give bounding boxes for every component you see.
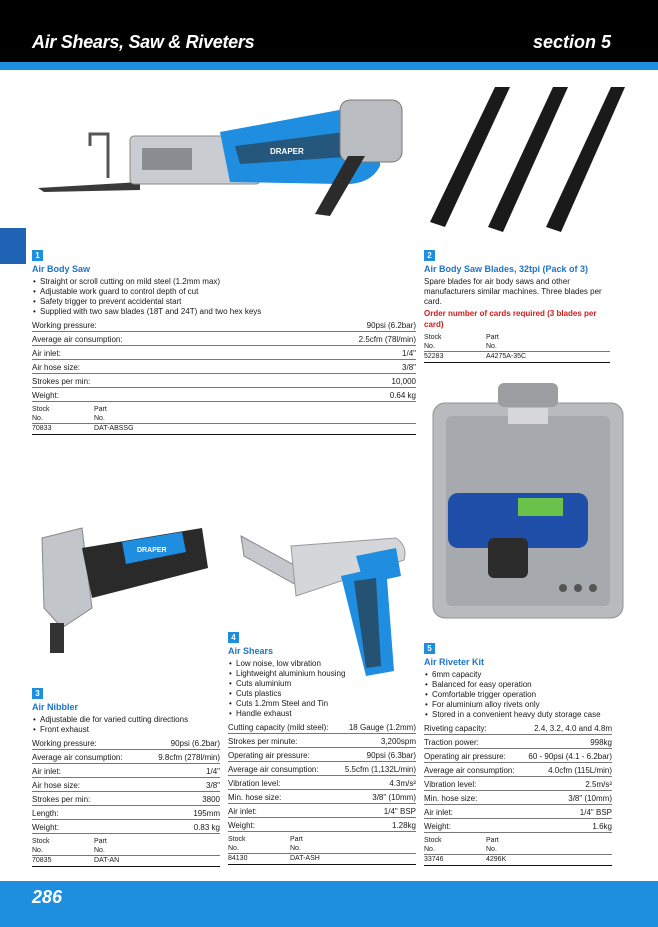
feature-item: • Safety trigger to prevent accidental start (32, 297, 416, 307)
spec-label: Average air consumption: (32, 335, 123, 344)
spec-row (228, 749, 416, 762)
spec-row (32, 375, 416, 388)
spec-row (424, 778, 612, 791)
spec-label: Strokes per min: (32, 377, 91, 386)
spec-row (228, 791, 416, 804)
stock-header: Stock (32, 838, 50, 845)
spec-label: Strokes per min: (32, 795, 91, 804)
spec-label: Operating air pressure: (424, 752, 506, 761)
product-air-riveter-kit (424, 643, 612, 866)
stock-table (32, 837, 220, 867)
part-no-header: No. (486, 846, 497, 853)
product-air-body-saw (32, 250, 416, 435)
feature-item: • Adjustable work guard to control depth of cut (32, 287, 416, 297)
part-header: Part (94, 838, 107, 845)
feature-list (228, 659, 416, 719)
feature-item: • Balanced for easy operation (424, 680, 612, 690)
spec-value: 1/4" (402, 349, 416, 358)
spec-label: Length: (32, 809, 59, 818)
spec-label: Air inlet: (228, 807, 257, 816)
spec-value: 0.64 kg (389, 391, 416, 400)
spec-row (32, 807, 220, 820)
stock-header: Stock (424, 334, 442, 341)
air-body-saw-image (30, 86, 415, 236)
spec-label: Min. hose size: (424, 794, 478, 803)
spec-row (424, 750, 612, 763)
product-air-nibbler (32, 688, 220, 867)
feature-item: • Low noise, low vibration (228, 659, 416, 669)
part-number: DAT-ASH (290, 853, 416, 864)
spec-value: 2.5m/s² (585, 780, 612, 789)
part-number: DAT-AN (94, 855, 220, 866)
part-no-header: No. (486, 343, 497, 350)
feature-list (32, 277, 416, 317)
spec-label: Working pressure: (32, 321, 97, 330)
spec-value: 18 Gauge (1.2mm) (348, 723, 416, 732)
spec-row (228, 805, 416, 818)
product-saw-blades (424, 250, 610, 363)
spec-value: 1.6kg (592, 822, 612, 831)
spec-row (424, 820, 612, 833)
stock-table (424, 333, 610, 363)
stock-no-header: No. (424, 846, 435, 853)
stock-number: 33746 (424, 854, 486, 865)
stock-number: 84130 (228, 853, 290, 864)
product-title: Air Riveter Kit (424, 657, 485, 667)
stock-no-header: No. (228, 845, 239, 852)
stock-no-header: No. (32, 415, 43, 422)
feature-item: • Straight or scroll cutting on mild steel (1.2mm max) (32, 277, 416, 287)
spec-label: Weight: (32, 391, 59, 400)
spec-value: 1.28kg (391, 821, 416, 830)
spec-row (32, 389, 416, 402)
spec-row (424, 764, 612, 777)
spec-row (228, 763, 416, 776)
feature-list (32, 715, 220, 735)
feature-item: • Adjustable die for varied cutting directions (32, 715, 220, 725)
header-stripe (0, 62, 658, 70)
spec-value: 10,000 (391, 377, 416, 386)
spec-label: Weight: (424, 822, 451, 831)
feature-item: • Handle exhaust (228, 709, 416, 719)
feature-item: • Cuts plastics (228, 689, 416, 699)
spec-value: 3/8" (10mm) (372, 793, 416, 802)
spec-value: 3,200spm (380, 737, 416, 746)
spec-value: 3/8" (402, 363, 416, 372)
spec-row (228, 819, 416, 832)
feature-item: • Cuts aluminium (228, 679, 416, 689)
product-number-badge: 2 (424, 250, 435, 261)
feature-item: • For aluminium alloy rivets only (424, 700, 612, 710)
stock-no-header: No. (32, 847, 43, 854)
page-number: 286 (32, 887, 63, 907)
stock-number: 52283 (424, 351, 486, 362)
product-description: Spare blades for air body saws and other manufacturers similar machines. Three blades per card. (424, 277, 602, 306)
saw-blades-image (425, 82, 625, 237)
spec-row (32, 347, 416, 360)
stock-table (424, 836, 612, 866)
spec-label: Traction power: (424, 738, 479, 747)
part-number: DAT-ABSSG (94, 423, 416, 434)
spec-row (228, 721, 416, 734)
spec-label: Air inlet: (424, 808, 453, 817)
spec-value: 2.5cfm (78l/min) (358, 335, 416, 344)
spec-value: 0.83 kg (193, 823, 220, 832)
product-title: Air Shears (228, 646, 274, 656)
spec-row (424, 806, 612, 819)
spec-label: Average air consumption: (32, 753, 123, 762)
spec-value: 9.8cfm (278l/min) (158, 753, 220, 762)
spec-label: Working pressure: (32, 739, 97, 748)
spec-value: 2.4, 3.2, 4.0 and 4.8m (534, 724, 612, 733)
feature-item: • 6mm capacity (424, 670, 612, 680)
spec-label: Riveting capacity: (424, 724, 487, 733)
spec-label: Air hose size: (32, 781, 81, 790)
feature-item: • Supplied with two saw blades (18T and 24T) and two hex keys (32, 307, 416, 317)
spec-label: Air hose size: (32, 363, 81, 372)
product-number-badge: 4 (228, 632, 239, 643)
order-notice: Order number of cards required (3 blades per card) (424, 309, 597, 329)
spec-label: Vibration level: (228, 779, 281, 788)
part-no-header: No. (94, 415, 105, 422)
air-nibbler-image (32, 518, 210, 668)
spec-value: 195mm (193, 809, 220, 818)
spec-row (32, 333, 416, 346)
spec-label: Min. hose size: (228, 793, 282, 802)
spec-row (228, 735, 416, 748)
saw-brand-label: DRAPER (270, 147, 304, 156)
product-title: Air Body Saw (32, 264, 91, 274)
product-title: Air Nibbler (32, 702, 79, 712)
spec-label: Strokes per minute: (228, 737, 298, 746)
spec-row (424, 736, 612, 749)
spec-value: 1/4" (206, 767, 220, 776)
spec-row (424, 792, 612, 805)
spec-label: Operating air pressure: (228, 751, 310, 760)
spec-value: 90psi (6.2bar) (366, 321, 416, 330)
spec-label: Cutting capacity (mild steel): (228, 723, 329, 732)
part-header: Part (486, 334, 499, 341)
product-number-badge: 3 (32, 688, 43, 699)
section-label: section 5 (532, 32, 611, 52)
stock-header: Stock (32, 406, 50, 413)
spec-row (32, 793, 220, 806)
spec-row (32, 779, 220, 792)
part-no-header: No. (290, 845, 301, 852)
side-tab-marker (0, 228, 26, 264)
spec-value: 90psi (6.3bar) (366, 751, 416, 760)
stock-number: 70833 (32, 423, 94, 434)
feature-list (424, 670, 612, 720)
spec-label: Vibration level: (424, 780, 477, 789)
spec-row (32, 737, 220, 750)
page-footer (0, 881, 658, 927)
stock-header: Stock (424, 837, 442, 844)
spec-value: 60 - 90psi (4.1 - 6.2bar) (528, 752, 612, 761)
spec-label: Air inlet: (32, 349, 61, 358)
spec-value: 3/8" (10mm) (568, 794, 612, 803)
part-header: Part (290, 836, 303, 843)
product-number-badge: 5 (424, 643, 435, 654)
feature-item: • Cuts 1.2mm Steel and Tin (228, 699, 416, 709)
spec-label: Average air consumption: (228, 765, 319, 774)
spec-value: 5.5cfm (1,132L/min) (344, 765, 416, 774)
spec-row (32, 319, 416, 332)
spec-value: 3/8" (206, 781, 220, 790)
spec-label: Air inlet: (32, 767, 61, 776)
spec-value: 4.0cfm (115L/min) (548, 766, 612, 775)
spec-value: 3800 (202, 795, 220, 804)
spec-row (32, 765, 220, 778)
spec-row (424, 722, 612, 735)
spec-value: 998kg (590, 738, 612, 747)
spec-label: Weight: (32, 823, 59, 832)
spec-row (32, 821, 220, 834)
part-no-header: No. (94, 847, 105, 854)
feature-item: • Stored in a convenient heavy duty storage case (424, 710, 612, 720)
product-title: Air Body Saw Blades, 32tpi (Pack of 3) (424, 264, 589, 274)
nibbler-brand-label: DRAPER (137, 547, 167, 554)
spec-value: 1/4" BSP (383, 807, 416, 816)
spec-label: Weight: (228, 821, 255, 830)
spec-value: 4.3m/s² (389, 779, 416, 788)
feature-item: • Comfortable trigger operation (424, 690, 612, 700)
page-title: Air Shears, Saw & Riveters (32, 32, 255, 52)
spec-row (32, 751, 220, 764)
feature-item: • Lightweight aluminium housing (228, 669, 416, 679)
product-air-shears (228, 632, 416, 865)
part-number: A4275A-35C (486, 351, 610, 362)
page-header (0, 0, 658, 62)
spec-row (228, 777, 416, 790)
stock-header: Stock (228, 836, 246, 843)
riveter-kit-case-image (428, 378, 628, 623)
stock-no-header: No. (424, 343, 435, 350)
stock-number: 70835 (32, 855, 94, 866)
product-number-badge: 1 (32, 250, 43, 261)
part-header: Part (94, 406, 107, 413)
part-number: 4296K (486, 854, 612, 865)
stock-table (32, 405, 416, 435)
stock-table (228, 835, 416, 865)
feature-item: • Front exhaust (32, 725, 220, 735)
part-header: Part (486, 837, 499, 844)
spec-value: 1/4" BSP (579, 808, 612, 817)
spec-value: 90psi (6.2bar) (170, 739, 220, 748)
spec-row (32, 361, 416, 374)
spec-label: Average air consumption: (424, 766, 515, 775)
